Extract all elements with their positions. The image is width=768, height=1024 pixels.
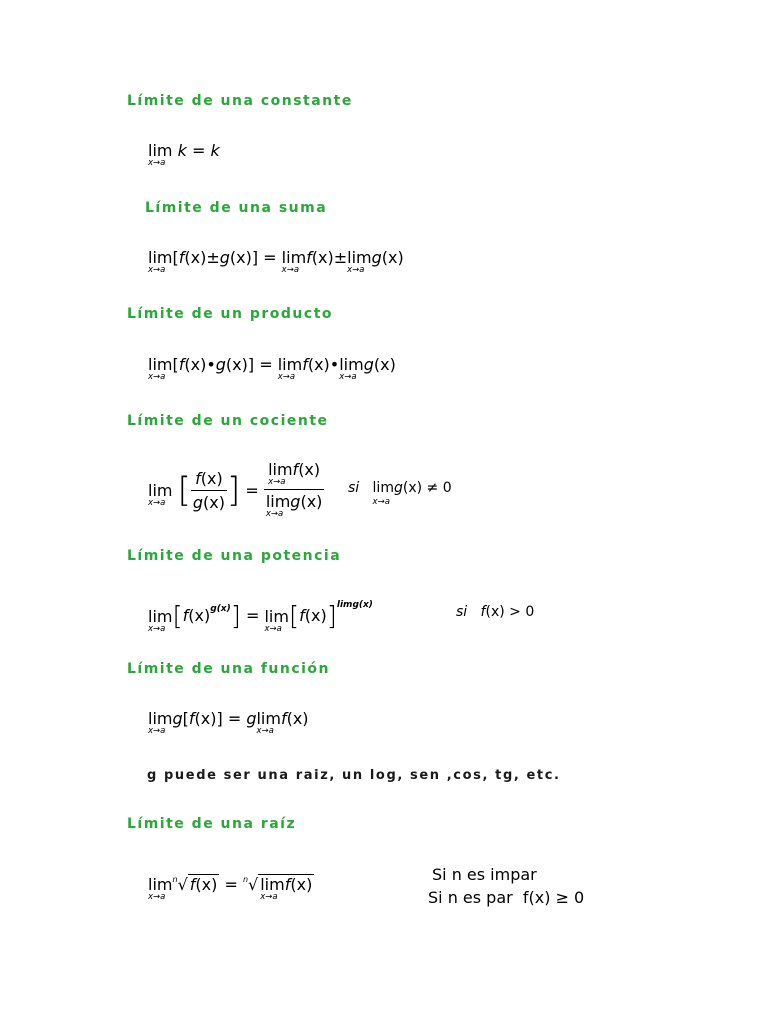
heading-limite-suma: Límite de una suma (145, 200, 328, 216)
heading-limite-potencia: Límite de una potencia (127, 548, 342, 564)
condition-raiz-par: Si n es par f(x) ≥ 0 (428, 888, 585, 907)
formula-limite-constante: lim x→a k = k (148, 141, 220, 168)
formula-limite-producto: lim x→a [f(x)•g(x)] = lim x→a f(x)•lim x→a g(x) (148, 355, 396, 382)
heading-limite-cociente: Límite de un cociente (127, 413, 329, 429)
formula-limite-funcion: lim x→a g[f(x)] = glim x→a f(x) (148, 709, 309, 736)
formula-limite-cociente: lim x→a [ $\frac{f(x)}{g(x)}$ ] = lim x→a f(x) lim x→a g(x) (148, 460, 323, 519)
heading-limite-constante: Límite de una constante (127, 93, 353, 109)
heading-limite-funcion: Límite de una función (127, 661, 331, 677)
condition-raiz-impar: Si n es impar (432, 865, 537, 884)
condition-potencia: si f(x) > 0 (456, 604, 535, 620)
formula-limite-raiz: lim x→a $^n$√ f(x) = $^n$√ lim x→a f(x) (148, 875, 313, 902)
heading-limite-raiz: Límite de una raíz (127, 816, 297, 832)
formula-limite-potencia: lim x→a $[f(x)^{g(x)}] = \lim$ x→a $[f(x)]^{limg(x)}$ (148, 600, 373, 634)
formula-limite-suma: lim x→a [f(x)±g(x)] = lim x→a f(x)±lim x→a g(x) (148, 248, 404, 275)
heading-limite-producto: Límite de un producto (127, 306, 334, 322)
note-g-functions: g puede ser una raiz, un log, sen ,cos, tg, etc. (147, 768, 561, 783)
condition-cociente: si lim x→a g(x) ≠ 0 (348, 480, 452, 507)
